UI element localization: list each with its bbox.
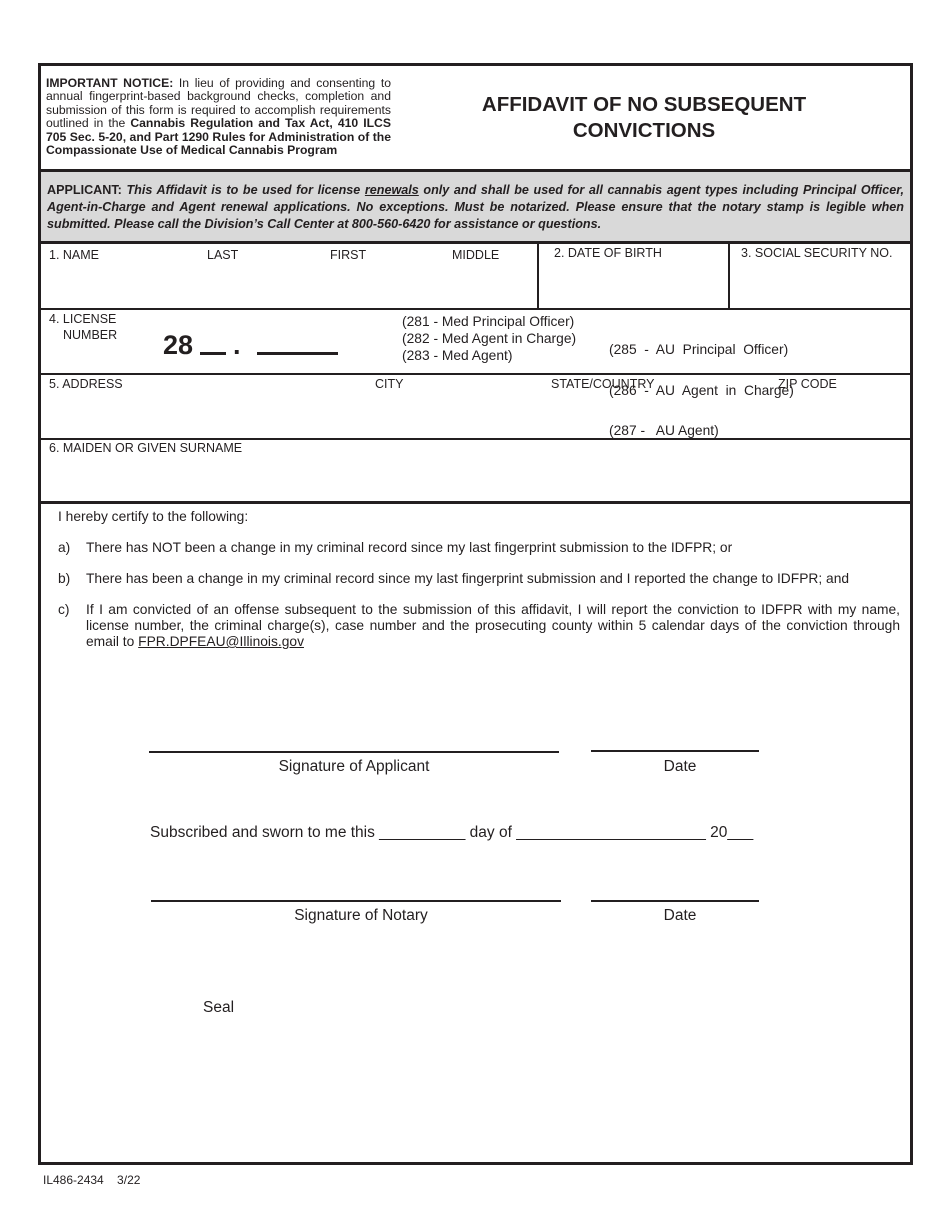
maiden-name-label: 6. MAIDEN OR GIVEN SURNAME — [49, 441, 243, 455]
date-label-2: Date — [663, 907, 697, 924]
divider — [41, 438, 910, 440]
license-label-2: NUMBER — [63, 328, 118, 342]
maiden-name-field[interactable] — [41, 456, 910, 501]
ssn-label: 3. SOCIAL SECURITY NO. — [741, 246, 893, 260]
license-types-med: (281 - Med Principal Officer) (282 - Med Agent in Charge) (283 - Med Agent) — [402, 314, 577, 363]
notary-date-line[interactable] — [591, 900, 759, 902]
applicant-date-line[interactable] — [591, 750, 759, 752]
name-label: 1. NAME — [49, 248, 100, 262]
last-name-label: LAST — [207, 248, 239, 262]
divider — [41, 501, 910, 504]
ssn-field[interactable] — [730, 262, 910, 308]
sworn-statement: Subscribed and sworn to me this __________ day of ______________________ 20___ — [150, 824, 754, 841]
certify-item-a: a) There has NOT been a change in my criminal record since my last fingerprint submission to the IDFPR; or — [58, 540, 733, 555]
city-label: CITY — [375, 377, 404, 391]
form-frame — [38, 63, 913, 1165]
email-link[interactable]: FPR.DPFEAU@Illinois.gov — [138, 634, 304, 649]
address-label: 5. ADDRESS — [49, 377, 123, 391]
name-field[interactable] — [41, 252, 537, 308]
certify-item-c: c) If I am convicted of an offense subsequent to the submission of this affidavit, I will report the conviction to IDFPR with my name, license number, the criminal charge(s), case number and the prosecuting county within 5 calendar days of the conviction through email to FPR.DPFEAU@Illinois.gov — [58, 602, 900, 649]
divider — [41, 373, 910, 375]
important-notice: IMPORTANT NOTICE: In lieu of providing and consenting to annual fingerprint-based background checks, completion and submission of this form is required to accomplish requirements outlined in the Cannabis Regulation and Tax Act, 410 ILCS 705 Sec. 5-20, and Part 1290 Rules for Administration of the Compassionate Use of Medical Cannabis Program — [46, 76, 391, 158]
license-blank-2[interactable] — [257, 352, 338, 355]
date-label: Date — [663, 758, 697, 775]
license-prefix: 28 — [163, 330, 194, 360]
divider — [41, 308, 910, 310]
certify-item-b: b) There has been a change in my criminal record since my last fingerprint submission and I reported the change to IDFPR; and — [58, 571, 850, 586]
certify-intro: I hereby certify to the following: — [58, 509, 249, 524]
license-label: 4. LICENSE — [49, 312, 117, 326]
applicant-instructions: APPLICANT: This Affidavit is to be used for license renewals only and shall be used for all cannabis agent types including Principal Officer, Agent-in-Charge and Agent renewal applications. No exceptions. Must be notarized. Please ensure that the notary stamp is legible when submitted. Please call the Division’s Call Center at 800-560-6420 for assistance or questions. — [41, 172, 910, 241]
license-dot: . — [233, 330, 241, 360]
address-field[interactable] — [41, 392, 910, 438]
license-types-au: (285 - AU Principal Officer) (286 - AU Agent in Charge) (287 - AU Agent) — [609, 342, 794, 438]
form-title: AFFIDAVIT OF NO SUBSEQUENT CONVICTIONS — [481, 93, 807, 142]
divider — [41, 241, 910, 244]
state-label: STATE/COUNTRY — [551, 377, 655, 391]
license-blank-1[interactable] — [200, 352, 226, 355]
form-id: IL486-2434 3/22 — [43, 1173, 141, 1187]
applicant-signature-label: Signature of Applicant — [278, 758, 430, 775]
zip-label: ZIP CODE — [778, 377, 837, 391]
seal-label: Seal — [203, 999, 235, 1016]
dob-field[interactable] — [539, 262, 728, 308]
notary-signature-line[interactable] — [151, 900, 561, 902]
middle-name-label: MIDDLE — [452, 248, 500, 262]
first-name-label: FIRST — [330, 248, 367, 262]
notary-signature-label: Signature of Notary — [294, 907, 428, 924]
applicant-signature-line[interactable] — [149, 751, 559, 753]
dob-label: 2. DATE OF BIRTH — [554, 246, 662, 260]
